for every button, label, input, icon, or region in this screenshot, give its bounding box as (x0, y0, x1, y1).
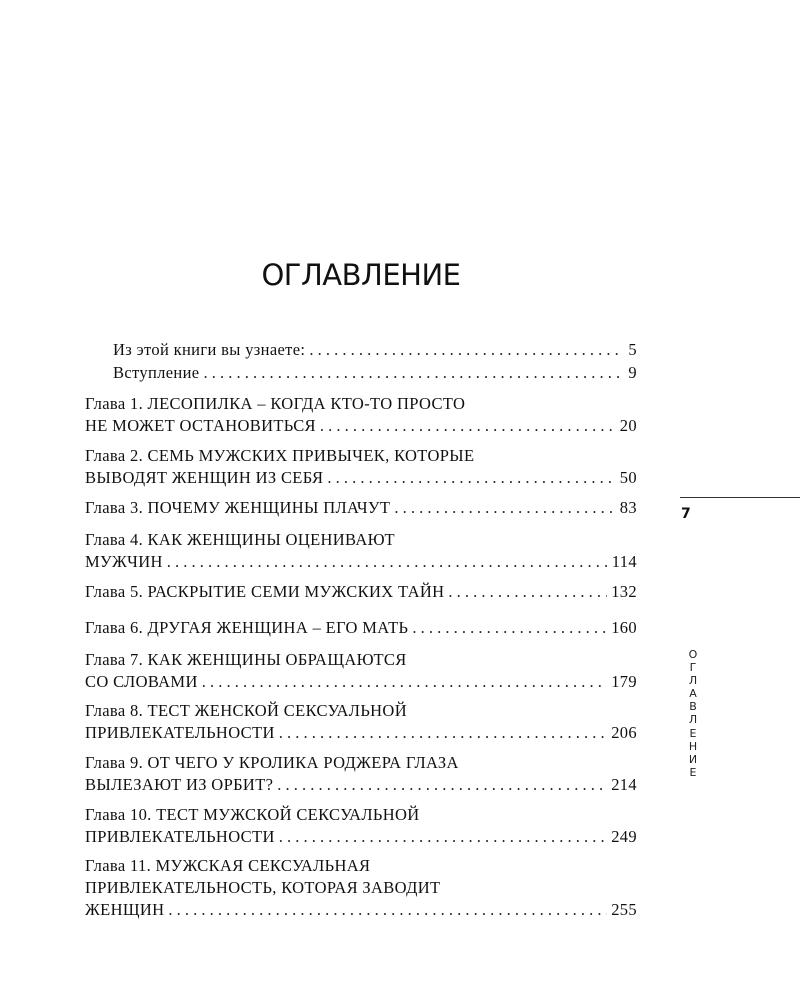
toc-entry-line: Глава 4. КАК ЖЕНЩИНЫ ОЦЕНИВАЮТ (85, 530, 395, 549)
dot-leader (277, 774, 607, 796)
toc-entry-title: Глава 3. ПОЧЕМУ ЖЕНЩИНЫ ПЛАЧУТ (85, 498, 391, 517)
toc-entry-line: ПРИВЛЕКАТЕЛЬНОСТЬ, КОТОРАЯ ЗАВОДИТ (85, 878, 441, 897)
dot-leader (202, 671, 607, 693)
running-head-letter: В (689, 700, 697, 714)
toc-page-number: 249 (611, 827, 637, 846)
toc-entry (85, 700, 637, 744)
dot-leader (320, 415, 616, 437)
toc-entry-last-line (85, 671, 637, 693)
toc-entry (85, 649, 637, 693)
toc-entry (85, 497, 637, 519)
dot-leader (279, 826, 607, 848)
page-title: ОГЛАВЛЕНИЕ (261, 258, 461, 292)
dot-leader (448, 581, 607, 603)
toc-entry-title: ЖЕНЩИН (85, 900, 165, 919)
toc-page-number: 214 (611, 775, 637, 794)
toc-page-number: 5 (628, 340, 637, 359)
dot-leader (168, 899, 607, 921)
toc-page-number: 9 (628, 363, 637, 382)
dot-leader (309, 339, 624, 361)
toc-entry-last-line (113, 339, 637, 361)
toc-entry-last-line (85, 581, 637, 603)
dot-leader (203, 362, 624, 384)
toc-entry (85, 804, 637, 848)
toc-page-number: 179 (611, 672, 637, 691)
toc-entry-title: СО СЛОВАМИ (85, 672, 198, 691)
dot-leader (394, 497, 615, 519)
toc-entry (85, 529, 637, 573)
toc-entry-title: ВЫЛЕЗАЮТ ИЗ ОРБИТ? (85, 775, 274, 794)
running-head-letter: А (689, 687, 697, 701)
toc-entry (85, 617, 637, 639)
dot-leader (279, 722, 607, 744)
toc-entry-line: Глава 8. ТЕСТ ЖЕНСКОЙ СЕКСУАЛЬНОЙ (85, 701, 407, 720)
toc-entry (85, 855, 637, 921)
toc-entry-last-line (85, 774, 637, 796)
toc-entry-last-line (85, 467, 637, 489)
running-head-letter: Е (689, 765, 697, 779)
toc-entry-title: ВЫВОДЯТ ЖЕНЩИН ИЗ СЕБЯ (85, 468, 324, 487)
toc-entry-last-line (85, 415, 637, 437)
running-head-letter: Г (689, 661, 697, 675)
toc-entry-title: НЕ МОЖЕТ ОСТАНОВИТЬСЯ (85, 416, 316, 435)
toc-entry-last-line (85, 899, 637, 921)
running-head-letter: И (688, 752, 698, 766)
toc-entry-title: ПРИВЛЕКАТЕЛЬНОСТИ (85, 723, 275, 742)
toc-entry-line: Глава 10. ТЕСТ МУЖСКОЙ СЕКСУАЛЬНОЙ (85, 805, 420, 824)
toc-entry-line: Глава 11. МУЖСКАЯ СЕКСУАЛЬНАЯ (85, 856, 371, 875)
toc-entry-last-line (85, 826, 637, 848)
toc-entry (85, 393, 637, 437)
toc-page-number: 50 (619, 468, 637, 487)
running-head-letter: Е (689, 726, 697, 740)
running-head-letter: О (688, 648, 698, 661)
toc-entry-title: МУЖЧИН (85, 552, 163, 571)
toc-entry-last-line (85, 722, 637, 744)
toc-entry-last-line (85, 551, 637, 573)
toc-entry-last-line (85, 497, 637, 519)
toc-entry-line: Глава 9. ОТ ЧЕГО У КРОЛИКА РОДЖЕРА ГЛАЗА (85, 753, 459, 772)
toc-entry-line: Глава 2. СЕМЬ МУЖСКИХ ПРИВЫЧЕК, КОТОРЫЕ (85, 446, 475, 465)
toc-page-number: 20 (619, 416, 637, 435)
toc-entry-line: Глава 7. КАК ЖЕНЩИНЫ ОБРАЩАЮТСЯ (85, 650, 407, 669)
toc-entry (113, 339, 637, 361)
toc-entry-title: Глава 6. ДРУГАЯ ЖЕНЩИНА – ЕГО МАТЬ (85, 618, 409, 637)
toc-entry-last-line (113, 362, 637, 384)
running-head-letter: Л (688, 674, 698, 688)
toc-page-number: 83 (619, 498, 637, 517)
toc-page-number: 114 (611, 552, 637, 571)
toc-entry-title: Вступление (113, 363, 200, 382)
dot-leader (327, 467, 615, 489)
dot-leader (167, 551, 608, 573)
toc-entry (85, 581, 637, 603)
toc-entry-title: Глава 5. РАСКРЫТИЕ СЕМИ МУЖСКИХ ТАЙН (85, 582, 445, 601)
toc-page-number: 206 (611, 723, 637, 742)
toc-page-number: 132 (611, 582, 637, 601)
toc-page-number: 160 (611, 618, 637, 637)
running-head (686, 648, 700, 779)
toc-entry-title: ПРИВЛЕКАТЕЛЬНОСТИ (85, 827, 275, 846)
toc-page-number: 255 (611, 900, 637, 919)
toc-entry (113, 362, 637, 384)
toc-entry-line: Глава 1. ЛЕСОПИЛКА – КОГДА КТО-ТО ПРОСТО (85, 394, 466, 413)
margin-rule (680, 497, 800, 498)
dot-leader (412, 617, 607, 639)
running-head-letter: Н (688, 739, 698, 753)
toc-entry-title: Из этой книги вы узнаете: (113, 340, 306, 359)
toc-entry (85, 445, 637, 489)
toc-entry-last-line (85, 617, 637, 639)
running-head-letter: Л (688, 713, 698, 727)
page-number: 7 (681, 506, 691, 522)
toc-entry (85, 752, 637, 796)
